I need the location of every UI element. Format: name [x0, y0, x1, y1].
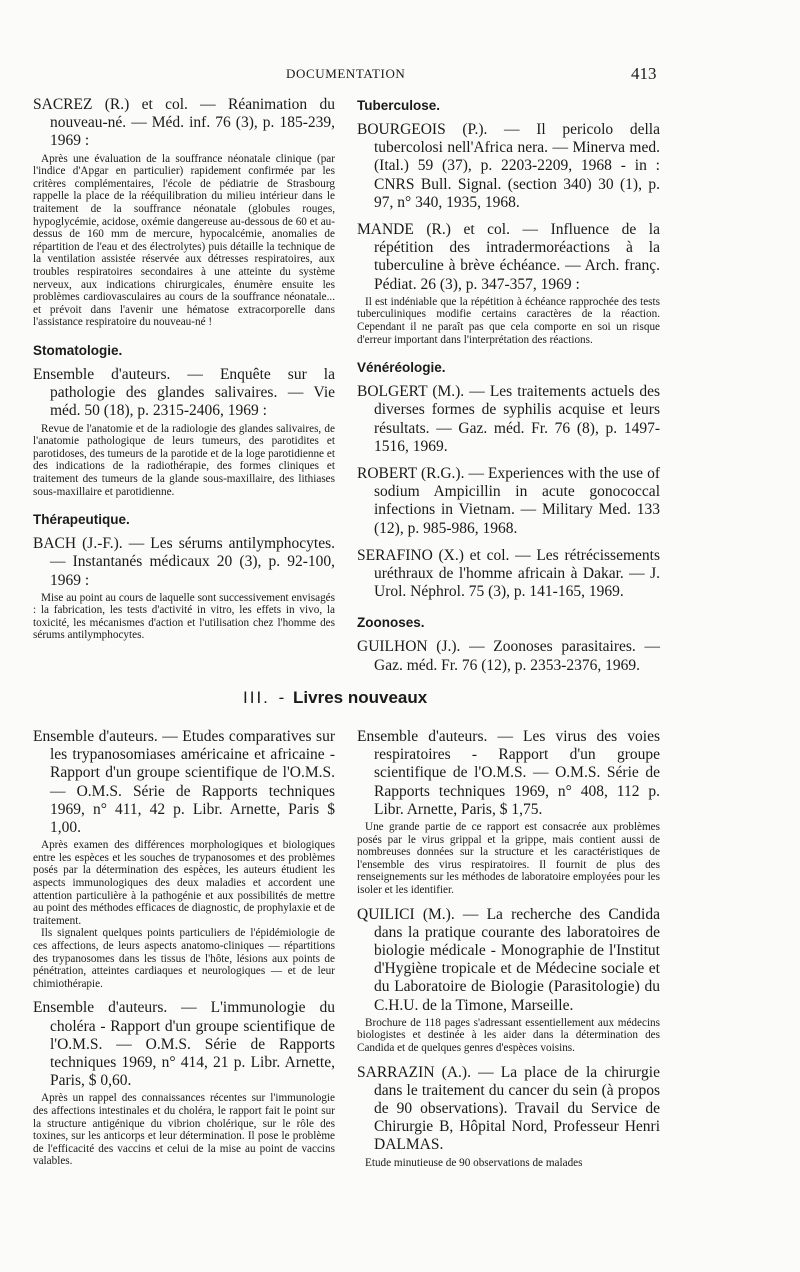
entry-citation: BOLGERT (M.). — Les traitements actuels des diverses formes de syphilis acquise et leurs résultats. — Gaz. méd. Fr. 76 (8), p. 1497-1516, 1969.	[357, 383, 660, 455]
section-banner	[243, 688, 427, 708]
column-right-top	[357, 96, 660, 684]
page-header	[0, 64, 800, 84]
entry-abstract: Mise au point au cours de laquelle sont successivement envisagés : la fabrication, les tests d'activité in vitro, les effets in vivo, la toxicité, les mécanismes d'action et l'utilisation chez l'homme des sérums antilymphocytes.	[33, 591, 335, 642]
banner-title: Livres nouveaux	[293, 688, 428, 707]
section-heading-therapeutique: Thérapeutique.	[33, 512, 130, 528]
entry-citation: Ensemble d'auteurs. — Enquête sur la pathologie des glandes salivaires. — Vie méd. 50 (18), p. 2315-2406, 1969 :	[33, 365, 335, 420]
entry-quilici	[357, 906, 660, 1055]
entry-abstract: Etude minutieuse de 90 observations de malades	[365, 1156, 583, 1169]
entry-citation: ROBERT (R.G.). — Experiences with the use of sodium Ampicillin in acute gonococcal infections in Vietnam. — Military Med. 133 (12), p. 985-986, 1968.	[357, 465, 660, 537]
entry-guilhon	[357, 638, 660, 674]
entry-abstract: Brochure de 118 pages s'adressant essentiellement aux médecins biologistes et destinée à les aider dans la détermination des Candida et de quelques genres d'espèces voisins.	[357, 1016, 660, 1054]
banner-dash: -	[278, 688, 285, 707]
entry-citation: MANDE (R.) et col. — Influence de la répétition des intradermoréactions à la tuberculine à brève échéance. — Arch. franç. Pédiat. 26 (3), p. 347-357, 1969 :	[357, 221, 660, 293]
entry-sarrazin	[357, 1064, 660, 1170]
column-right-bottom	[357, 728, 660, 1178]
entry-robert	[357, 465, 660, 538]
entry-trypanosomiases	[33, 728, 335, 990]
entry-abstract: Revue de l'anatomie et de la radiologie des glandes salivaires, de l'anatomie pathologique de leurs tumeurs, des parotidites et parotidoses, des tumeurs de la parotide et de la loge parotidienne et des indications de la radiothérapie, des formes cliniques et traitement des tumeurs de la glande sous-maxillaire, des lithiases sous-maxillaire et parotidienne.	[33, 422, 335, 498]
entry-citation: Ensemble d'auteurs. — Les virus des voies respiratoires - Rapport d'un groupe scientifique de l'O.M.S. — O.M.S. Série de Rapports techniques 1969, n° 408, 112 p. Libr. Arnette, Paris, $ 1,75.	[357, 728, 660, 818]
entry-citation: Ensemble d'auteurs. — Etudes comparatives sur les trypanosomiases américaine et africaine - Rapport d'un groupe scientifique de l'O.M.S. — O.M.S. Série de Rapports techniques 1969, n° 411, 42 p. Libr. Arnette, Paris $ 1,00.	[33, 728, 335, 837]
entry-citation: BOURGEOIS (P.). — Il pericolo della tubercolosi nell'Africa nera. — Minerva med. (Ital.) 59 (37), p. 2203-2209, 1968 - in : CNRS Bull. Signal. (section 340) 30 (1), p. 97, n° 340, 1935, 1968.	[357, 121, 660, 211]
section-heading-tuberculose: Tuberculose.	[357, 98, 441, 113]
entry-bourgeois	[357, 121, 660, 212]
section-heading-venereologie: Vénéréologie.	[357, 360, 446, 376]
entry-citation: SACREZ (R.) et col. — Réanimation du nouveau-né. — Méd. inf. 76 (3), p. 185-239, 1969 :	[33, 96, 335, 150]
entry-abstract: Il est indéniable que la répétition à échéance rapprochée des tests tuberculiniques modifie certains caractères de la réaction. Cependant il ne paraît pas que cela comporte en soi un risque d'erreur important dans l'interprétation des réactions.	[357, 295, 660, 346]
entry-glandes-salivaires	[33, 366, 335, 498]
section-heading-zoonoses: Zoonoses.	[357, 615, 425, 631]
entry-citation: BACH (J.-F.). — Les sérums antilymphocytes. — Instantanés médicaux 20 (3), p. 92-100, 1969 :	[33, 535, 335, 589]
banner-roman-numeral: III.	[243, 688, 270, 707]
entry-serafino	[357, 547, 660, 602]
entry-abstract: Une grande partie de ce rapport est consacrée aux problèmes posés par le virus grippal et la grippe, mais contient aussi de nombreuses données sur la structure et les caractéristiques de l'ensemble des virus respiratoires. Il fournit de plus des renseignements sur les méthodes de laboratoire employées pour les isoler et les identifier.	[357, 821, 660, 896]
entry-cholera	[33, 999, 335, 1168]
entry-sacrez	[33, 96, 335, 329]
entry-bolgert	[357, 383, 660, 456]
entry-virus-respiratoires	[357, 728, 660, 897]
entry-citation: QUILICI (M.). — La recherche des Candida dans la pratique courante des laboratoires de biologie médicale - Monographie de l'Institut d'Hygiène tropicale et de Médecine sociale et du Laboratoire de Biologie (Parasitologie) du C.H.U. de la Timone, Marseille.	[357, 905, 660, 1014]
running-head: DOCUMENTATION	[286, 66, 406, 81]
entry-abstract-continued: Ils signalent quelques points particuliers de l'épidémiologie de ces affections, de leurs aspects anatomo-cliniques — répartitions des trypanosomes dans les tissus de l'hôte, lésions aux points de pénétration, atteintes cardiaques et neurologiques — et de leur chimiothérapie.	[33, 927, 335, 990]
entry-mande	[357, 221, 660, 346]
entry-citation: SERAFINO (X.) et col. — Les rétrécissements uréthraux de l'homme africain à Dakar. — J. Urol. Néphrol. 75 (3), p. 141-165, 1969.	[357, 546, 660, 601]
entry-abstract: Après un rappel des connaissances récentes sur l'immunologie des affections intestinales et du choléra, le rapport fait le point sur la structure antigénique du vibrion cholérique, sur le rôle des toxines, sur les anticorps et leur détermination. Il pose le problème de l'efficacité des vaccins et celui de la mise au point de vaccins valables.	[33, 1092, 335, 1168]
entry-citation: GUILHON (J.). — Zoonoses parasitaires. — Gaz. méd. Fr. 76 (12), p. 2353-2376, 1969.	[357, 638, 660, 674]
page-number: 413	[631, 64, 657, 83]
entry-abstract: Après examen des différences morphologiques et biologiques entre les espèces et les souches de trypanosomes et des problèmes posés par la détermination des espèces, les auteurs étudient les aspects immunologiques des deux maladies et accordent une attention particulière à la pathogénie et aux possibilités de mettre au point des méthodes efficaces de diagnostic, de prophylaxie et de traitement.	[33, 839, 335, 927]
entry-abstract: Après une évaluation de la souffrance néonatale clinique (par l'indice d'Apgar en particulier) rapidement confirmée par les critères complémentaires, l'école de pédiatrie de Strasbourg rappelle la place de la rééquilibration du milieu intérieur dans le traitement de la souffrance néonatale (globules rouges, hypoglycémie, acidose, oxémie dangereuse au-dessous de 60 et au-dessus de 160 mm de mercure, hypocalcémie, anomalies de répartition de l'eau et des électrolytes) puis détaille la technique de la ventilation assistée réservée aux détresses respiratoires, aux troubles respiratoires secondaires à une atteinte du système nerveux, aux indications chirurgicales, énumère ensuite les problèmes cardiovasculaires au cours de la souffrance néonatale... et prévoit dans l'avenir une hématose extracorporelle dans l'assistance respiratoire du nouveau-né !	[33, 152, 335, 329]
entry-bach	[33, 535, 335, 642]
column-left-top	[33, 96, 335, 651]
section-heading-stomatologie: Stomatologie.	[33, 342, 123, 358]
entry-citation: SARRAZIN (A.). — La place de la chirurgie dans le traitement du cancer du sein (à propos de 90 observations). Travail du Service de Chirurgie B, Hôpital Nord, Professeur Henri DALMAS.	[357, 1063, 660, 1154]
entry-citation: Ensemble d'auteurs. — L'immunologie du choléra - Rapport d'un groupe scientifique de l'O.M.S. — O.M.S. Série de Rapports techniques 1969, n° 414, 21 p. Libr. Arnette, Paris, $ 0,60.	[33, 999, 335, 1090]
column-left-bottom	[33, 728, 335, 1177]
